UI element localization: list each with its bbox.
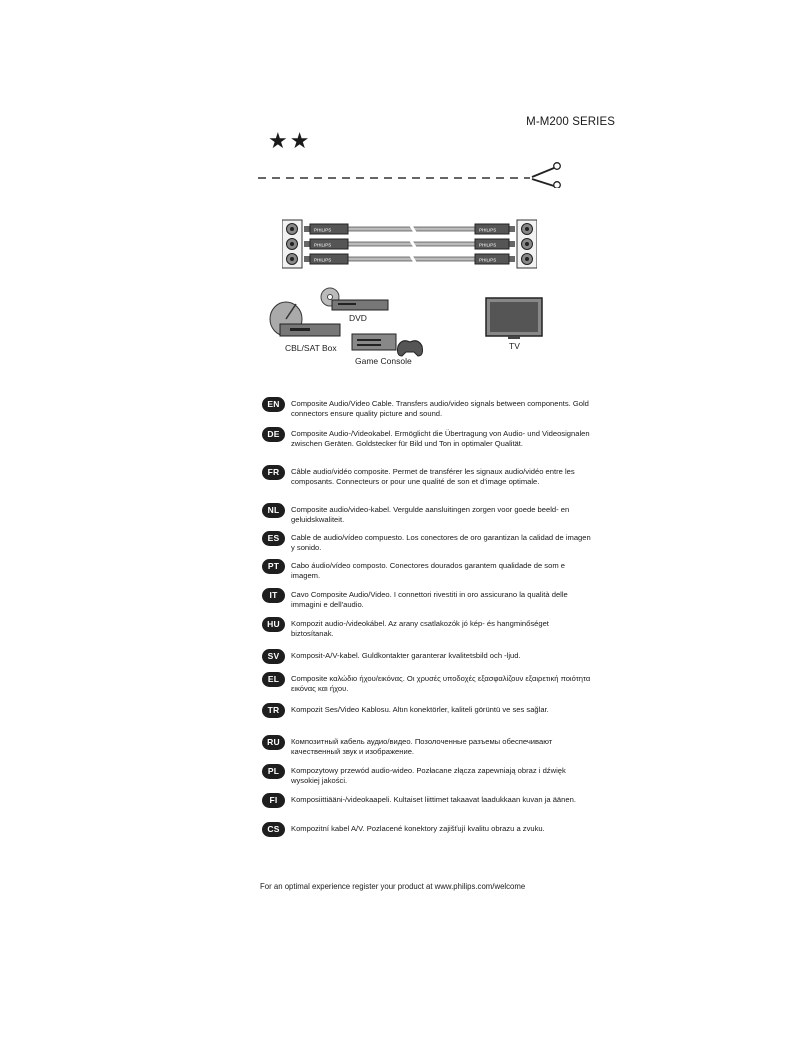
language-badge: EL: [262, 672, 285, 687]
language-description: Composite καλώδιο ήχου/εικόνας. Οι χρυσές υποδοχές εξασφαλίζουν εξαιρετική ποιότητα εικόνας και ήχου.: [291, 674, 591, 694]
language-badge: DE: [262, 427, 285, 442]
game-console-icon: [352, 334, 423, 356]
two-stars-icon: ★★: [268, 128, 312, 153]
language-description: Composite Audio-/Videokabel. Ermöglicht die Übertragung von Audio- und Videosignalen zwischen Geräten. Goldstecker für Bild und Ton in optimaler Qualität.: [291, 429, 590, 449]
language-badge: CS: [262, 822, 285, 837]
language-badge: FR: [262, 465, 285, 480]
right-rca-plugs: [475, 224, 515, 264]
language-badge: HU: [262, 617, 285, 632]
scissors-icon: [532, 163, 560, 188]
brand-label: PHILIPS: [479, 242, 497, 248]
satellite-receiver-icon: [270, 302, 340, 336]
language-description: Cabo áudio/vídeo composto. Conectores dourados garantem qualidade de som e imagem.: [291, 561, 565, 581]
language-badge: PT: [262, 559, 285, 574]
brand-label: PHILIPS: [314, 257, 332, 263]
language-description: Composite Audio/Video Cable. Transfers audio/video signals between components. Gold connectors ensure quality picture and sound.: [291, 399, 589, 419]
language-description: Kompozytowy przewód audio-wideo. Pozłacane złącza zapewniają obraz i dźwięk wysokiej jakości.: [291, 766, 566, 786]
language-badge: TR: [262, 703, 285, 718]
language-description: Композитный кабель аудио/видео. Позолоченные разъемы обеспечивают качественный звук и изображение.: [291, 737, 553, 757]
language-badge: PL: [262, 764, 285, 779]
language-badge: FI: [262, 793, 285, 808]
brand-label: PHILIPS: [479, 257, 497, 263]
footer-register-note: For an optimal experience register your product at www.philips.com/welcome: [260, 882, 526, 891]
dvd-player-icon: [321, 288, 388, 310]
left-socket-panel: [282, 220, 302, 268]
tv-icon: [486, 298, 542, 339]
left-rca-plugs: [304, 224, 348, 264]
right-socket-panel: [517, 220, 537, 268]
compatible-devices: [258, 286, 558, 381]
brand-label: PHILIPS: [479, 227, 497, 233]
language-description: Komposit-A/V-kabel. Guldkontakter garanterar kvalitetsbild och -ljud.: [291, 651, 521, 660]
cbl-sat-label: CBL/SAT Box: [285, 343, 337, 353]
language-description: Kompozit audio-/videokábel. Az arany csatlakozók jó kép- és hangminőséget biztosítanak.: [291, 619, 549, 639]
language-description: Câble audio/vidéo composite. Permet de transférer les signaux audio/vidéo entre les composants. Connecteurs or pour une qualité de son et d'image optimale.: [291, 467, 575, 487]
series-title: M-M200 SERIES: [526, 116, 615, 128]
dvd-label: DVD: [349, 313, 367, 323]
language-description: Kompozit Ses/Video Kablosu. Altın konektörler, kaliteli görüntü ve ses sağlar.: [291, 705, 549, 714]
language-description: Cavo Composite Audio/Video. I connettori rivestiti in oro assicurano la qualità delle immagini e dell'audio.: [291, 590, 568, 610]
language-badge: RU: [262, 735, 285, 750]
game-console-label: Game Console: [355, 356, 412, 366]
cable-wires: [348, 224, 475, 264]
language-badge: EN: [262, 397, 285, 412]
language-badge: SV: [262, 649, 285, 664]
language-badge: IT: [262, 588, 285, 603]
language-description: Komposiittiääni-/videokaapeli. Kultaiset liittimet takaavat laadukkaan kuvan ja äänen.: [291, 795, 576, 804]
language-badge: ES: [262, 531, 285, 546]
composite-cable-illustration: [282, 218, 537, 270]
language-badge: NL: [262, 503, 285, 518]
language-description: Composite audio/video-kabel. Vergulde aansluitingen zorgen voor goede beeld- en geluidskwaliteit.: [291, 505, 570, 525]
brand-label: PHILIPS: [314, 242, 332, 248]
cut-line: [258, 158, 568, 188]
language-description: Kompozitní kabel A/V. Pozlacené konektory zajišťují kvalitu obrazu a zvuku.: [291, 824, 545, 833]
language-description: Cable de audio/vídeo compuesto. Los conectores de oro garantizan la calidad de imagen y sonido.: [291, 533, 591, 553]
brand-label: PHILIPS: [314, 227, 332, 233]
tv-label: TV: [509, 341, 520, 351]
